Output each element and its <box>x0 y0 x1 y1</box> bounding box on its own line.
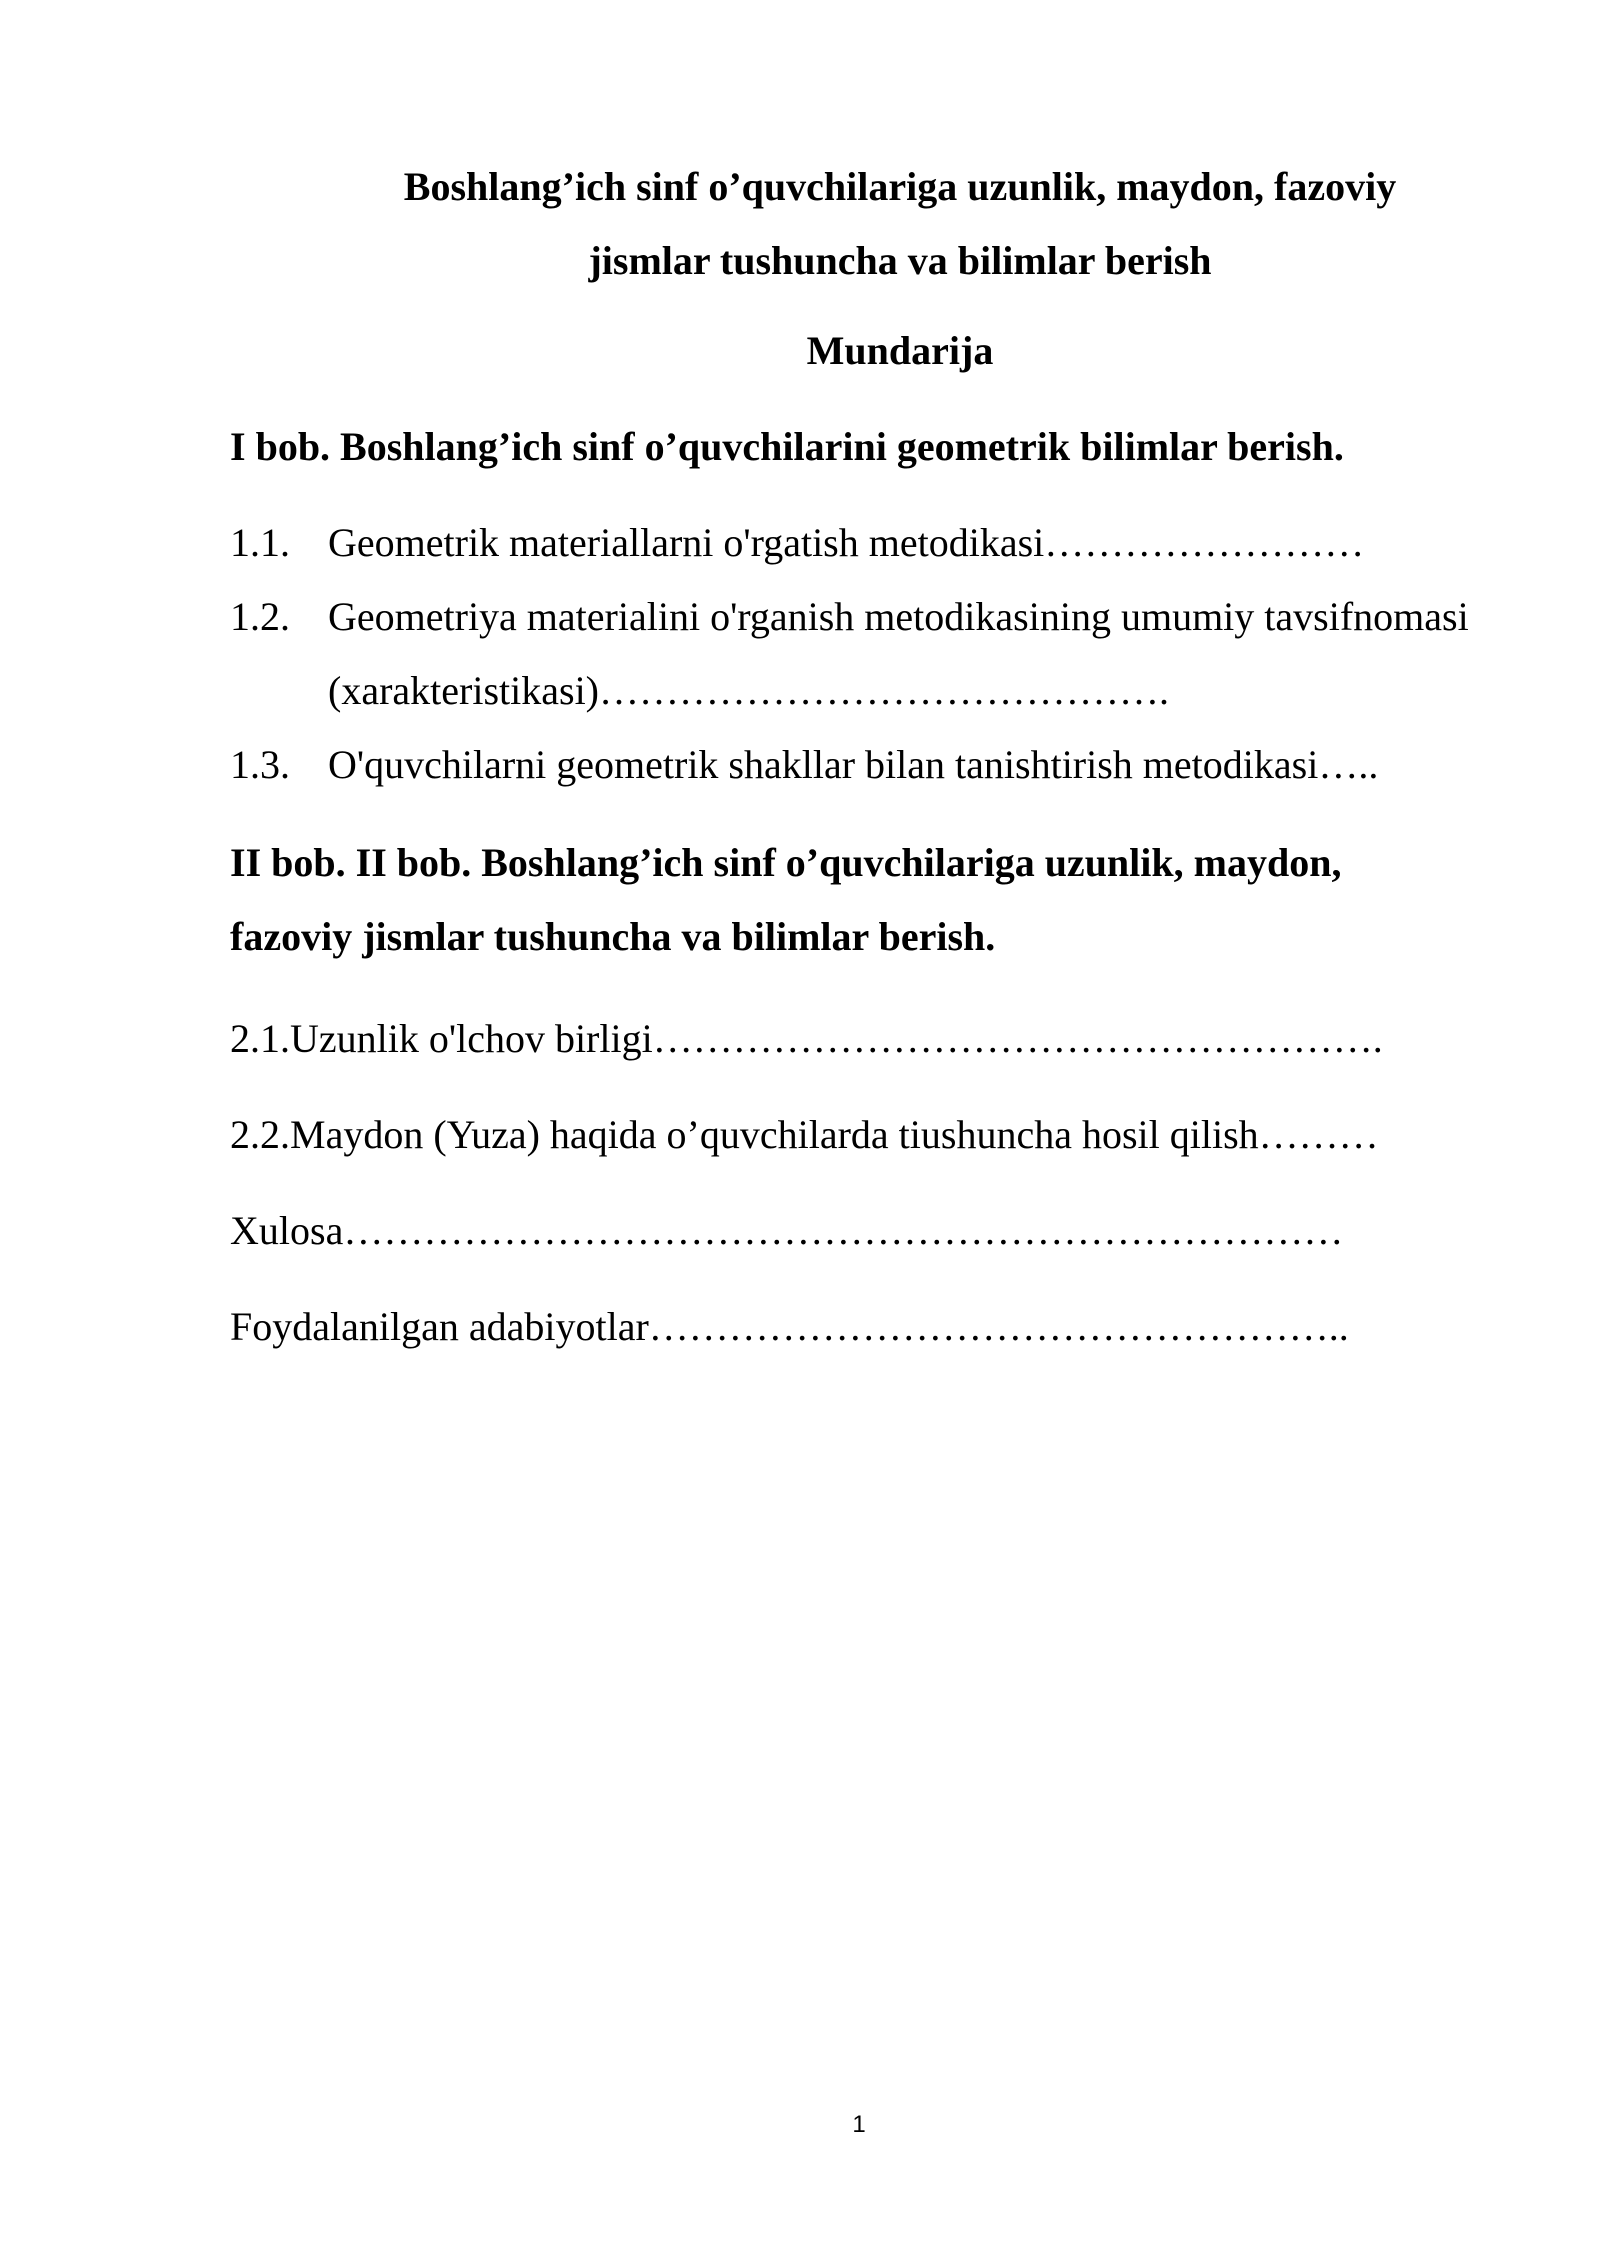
toc-entry-text: Geometrik materiallarni o'rgatish metodikasi…………………… <box>328 520 1365 565</box>
toc-entry-number: 1.2. <box>230 594 290 639</box>
toc-entry-text: O'quvchilarni geometrik shakllar bilan tanishtirish metodikasi….. <box>328 742 1379 787</box>
toc-entry-2-2: 2.2.Maydon (Yuza) haqida o’quvchilarda tiushuncha hosil qilish……… <box>230 1112 1379 1157</box>
toc-entry-number: 1.1. <box>230 520 290 565</box>
chapter-1-heading: I bob. Boshlang’ich sinf o’quvchilarini geometrik bilimlar berish. <box>230 424 1344 469</box>
toc-entry-1-3 <box>230 728 1490 802</box>
document-title <box>330 150 1470 298</box>
page-number: 1 <box>852 2111 866 2138</box>
chapter-2-heading: II bob. II bob. Boshlang’ich sinf o’quvchilariga uzunlik, maydon, fazoviy jismlar tushuncha va bilimlar berish. <box>230 840 1342 959</box>
title-line-2: jismlar tushuncha va bilimlar berish <box>588 238 1212 283</box>
toc-entry-2-1: 2.1.Uzunlik o'lchov birligi………………………………………………. <box>230 1016 1383 1061</box>
toc-entry-text: Geometriya materialini o'rganish metodikasining umumiy tavsifnomasi (xarakteristikasi)……………………………………. <box>328 594 1469 713</box>
toc-entry-1-1 <box>230 506 1490 580</box>
toc-entry-references: Foydalanilgan adabiyotlar…………………………………………….. <box>230 1304 1349 1349</box>
toc-entry-1-2 <box>230 580 1490 728</box>
title-line-1: Boshlang’ich sinf o’quvchilariga uzunlik, maydon, fazoviy <box>403 164 1397 209</box>
toc-heading: Mundarija <box>806 328 994 373</box>
toc-entry-conclusion: Xulosa………………………………………………………………… <box>230 1208 1344 1253</box>
toc-entry-number: 1.3. <box>230 742 290 787</box>
